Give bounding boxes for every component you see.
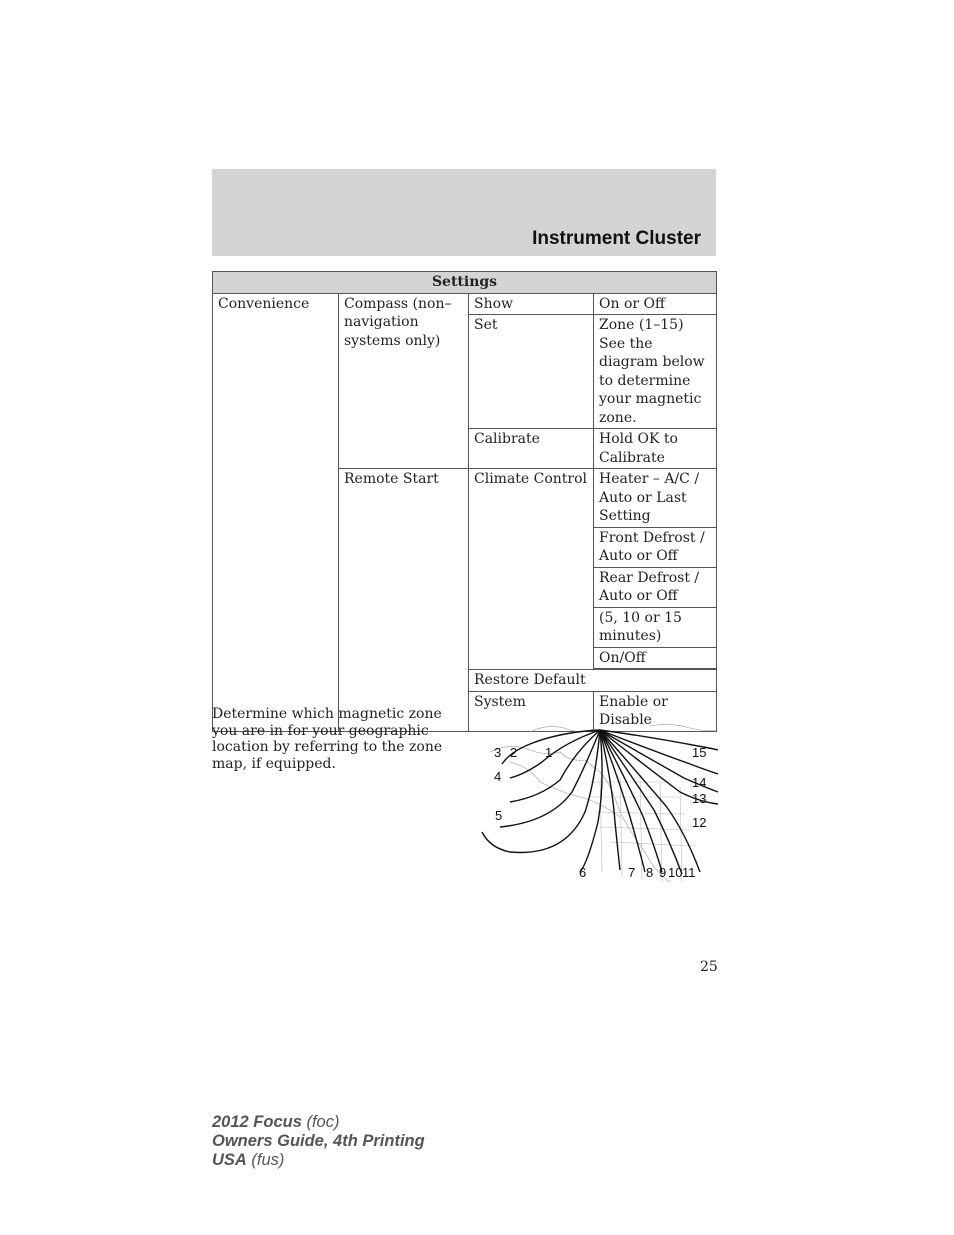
cell-onoff-value: On/Off: [594, 647, 717, 669]
section-header: [212, 169, 716, 256]
zone-label-4: 4: [494, 769, 502, 784]
footer-model-code: (foc): [301, 1113, 340, 1131]
section-title: Instrument Cluster: [532, 228, 701, 249]
zone-label-12: 12: [692, 815, 707, 830]
cell-set-value: Zone (1–15) See the diagram below to determine your magnetic zone.: [594, 315, 717, 429]
cell-calibrate-value: Hold OK to Calibrate: [594, 429, 717, 469]
magnetic-zone-map: [470, 722, 718, 884]
cell-climate-control: Climate Control: [469, 469, 594, 670]
zone-label-2: 2: [510, 745, 518, 760]
cell-restore-default: Restore Default: [469, 670, 717, 692]
cell-set: Set: [469, 315, 594, 429]
footer-region: USA: [212, 1151, 247, 1169]
cell-system: System: [469, 691, 594, 731]
zone-label-5: 5: [495, 808, 503, 823]
table-heading: Settings: [213, 272, 717, 294]
zone-label-11: 11: [682, 865, 696, 880]
cell-compass: Compass (non–navigation systems only): [339, 293, 469, 469]
page-number: 25: [700, 959, 718, 975]
cell-convenience: Convenience: [213, 293, 339, 731]
settings-table: [212, 271, 717, 732]
cell-show-value: On or Off: [594, 293, 717, 315]
footer-region-code: (fus): [246, 1151, 285, 1169]
zone-label-3: 3: [494, 745, 502, 760]
zone-label-1: 1: [545, 745, 553, 760]
cell-front-defrost-value: Front Defrost / Auto or Off: [594, 527, 717, 567]
zone-instructions: Determine which magnetic zone you are in for your geographic location by referring to the zone map, if equipped.: [212, 706, 443, 772]
zone-label-14: 14: [692, 775, 707, 790]
zone-label-15: 15: [692, 745, 707, 760]
cell-show: Show: [469, 293, 594, 315]
cell-remote-start: Remote Start: [339, 469, 469, 732]
cell-rear-defrost-value: Rear Defrost / Auto or Off: [594, 567, 717, 607]
zone-label-10: 10: [668, 865, 683, 880]
zone-label-6: 6: [579, 865, 587, 880]
footer: [212, 1113, 425, 1170]
zone-label-7: 7: [628, 865, 636, 880]
cell-minutes-value: (5, 10 or 15 minutes): [594, 607, 717, 647]
zone-label-8: 8: [646, 865, 654, 880]
zone-label-13: 13: [692, 791, 707, 806]
footer-model: 2012 Focus: [212, 1113, 302, 1131]
cell-system-value: Enable or Disable: [594, 691, 717, 731]
cell-calibrate: Calibrate: [469, 429, 594, 469]
footer-guide: Owners Guide, 4th Printing: [212, 1132, 425, 1150]
zone-label-9: 9: [659, 865, 667, 880]
cell-heater-value: Heater – A/C / Auto or Last Setting: [594, 469, 717, 528]
